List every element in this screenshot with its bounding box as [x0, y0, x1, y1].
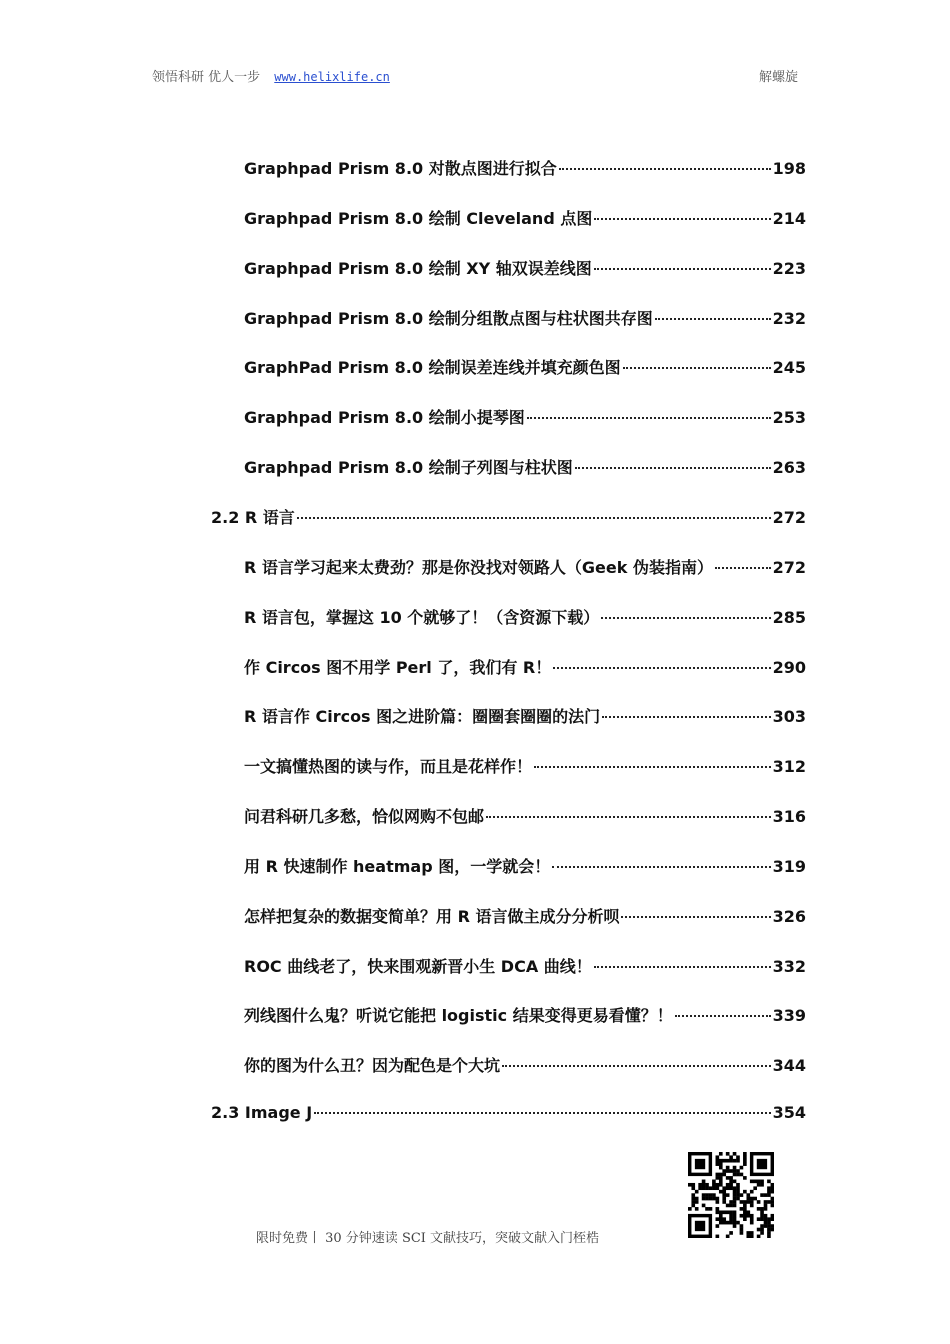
header-slogan: 领悟科研 优人一步 [152, 70, 261, 85]
toc-dot-leader [575, 467, 771, 469]
toc-entry[interactable] [244, 605, 806, 629]
toc-entry[interactable] [244, 1053, 806, 1077]
page-header [152, 66, 798, 88]
toc-entry[interactable] [244, 704, 806, 728]
toc-entry-page-number: 245 [772, 358, 806, 378]
footer-promo-text[interactable]: 限时免费丨 30 分钟速读 SCI 文献技巧，突破文献入门桎梏 [256, 1231, 600, 1246]
qr-code-graphic [688, 1152, 774, 1238]
toc-entry[interactable] [211, 505, 806, 529]
toc-dot-leader [527, 417, 771, 419]
toc-entry[interactable] [244, 804, 806, 828]
toc-entry-title: Graphpad Prism 8.0 绘制子列图与柱状图 [244, 458, 573, 478]
toc-entry-title: 怎样把复杂的数据变简单？用 R 语言做主成分分析呗 [244, 906, 620, 926]
toc-entry-title: Graphpad Prism 8.0 对散点图进行拟合 [244, 159, 557, 178]
toc-dot-leader [675, 1015, 771, 1017]
toc-entry[interactable] [244, 754, 806, 778]
toc-entry-page-number: 339 [772, 1006, 806, 1026]
toc-entry-page-number: 354 [772, 1103, 806, 1123]
toc-entry[interactable] [244, 355, 806, 379]
toc-dot-leader [602, 716, 770, 718]
toc-entry[interactable] [244, 156, 806, 180]
toc-entry-title: GraphPad Prism 8.0 绘制误差连线并填充颜色图 [244, 358, 621, 378]
qr-code-icon [688, 1152, 774, 1238]
toc-dot-leader [486, 816, 771, 818]
toc-dot-leader [623, 367, 771, 369]
toc-entry[interactable] [244, 405, 806, 429]
toc-dot-leader [601, 617, 770, 619]
toc-entry-page-number: 285 [772, 607, 806, 627]
toc-entry[interactable] [211, 1103, 806, 1127]
toc-entry[interactable] [244, 555, 806, 579]
toc-entry[interactable] [244, 206, 806, 230]
header-left [152, 66, 390, 85]
toc-entry-title: R 语言学习起来太费劲？那是你没找对领路人（Geek 伪装指南） [244, 557, 713, 577]
toc-entry-page-number: 290 [772, 657, 806, 677]
toc-entry-title: Graphpad Prism 8.0 绘制小提琴图 [244, 408, 525, 428]
toc-dot-leader [594, 966, 771, 968]
toc-entry[interactable] [244, 1003, 806, 1027]
toc-entry-title: R 语言作 Circos 图之进阶篇：圈圈套圈圈的法门 [244, 707, 601, 727]
toc-entry-title: Graphpad Prism 8.0 绘制分组散点图与柱状图共存图 [244, 308, 653, 328]
toc-entry-page-number: 332 [772, 956, 806, 976]
header-website-link[interactable]: www.helixlife.cn [274, 70, 390, 84]
toc-entry-page-number: 319 [772, 856, 806, 876]
toc-entry-page-number: 272 [772, 557, 806, 577]
toc-dot-leader [297, 517, 771, 519]
toc-entry[interactable] [244, 655, 806, 679]
toc-dot-leader [594, 218, 770, 220]
toc-entry[interactable] [244, 455, 806, 479]
toc-dot-leader [534, 766, 771, 768]
toc-entry-page-number: 253 [772, 408, 806, 428]
toc-dot-leader [552, 866, 770, 868]
toc-dot-leader [715, 567, 771, 569]
toc-dot-leader [594, 268, 771, 270]
toc-entry-title: Graphpad Prism 8.0 绘制 XY 轴双误差线图 [244, 258, 592, 278]
toc-dot-leader [553, 667, 770, 669]
toc-entry-page-number: 312 [772, 757, 806, 777]
toc-dot-leader [621, 916, 770, 918]
toc-entry-title: R 语言包，掌握这 10 个就够了！（含资源下载） [244, 607, 600, 627]
toc-entry-page-number: 214 [772, 208, 806, 228]
toc-entry-page-number: 344 [772, 1056, 806, 1076]
toc-dot-leader [559, 168, 771, 170]
toc-entry-page-number: 263 [772, 458, 806, 478]
toc-entry[interactable] [244, 904, 806, 928]
toc-entry-title: 问君科研几多愁，恰似网购不包邮 [244, 807, 485, 827]
toc-entry[interactable] [244, 954, 806, 978]
toc-entry[interactable] [244, 256, 806, 280]
toc-entry-page-number: 272 [772, 507, 806, 527]
toc-entry-title: 一文搞懂热图的读与作，而且是花样作！ [244, 757, 533, 777]
toc-entry-title: ROC 曲线老了，快来围观新晋小生 DCA 曲线！ [244, 956, 592, 976]
toc-dot-leader [655, 318, 771, 320]
toc-entry-page-number: 303 [772, 707, 806, 727]
toc-entry[interactable] [244, 306, 806, 330]
toc-entry-page-number: 232 [772, 308, 806, 328]
toc-entry-page-number: 326 [772, 906, 806, 926]
toc-dot-leader [314, 1112, 770, 1114]
header-brand: 解螺旋 [758, 70, 798, 85]
toc-entry-title: 2.3 Image J [211, 1103, 313, 1123]
toc-entry-title: 列线图什么鬼？听说它能把 logistic 结果变得更易看懂？！ [244, 1006, 673, 1026]
toc-entry-page-number: 316 [772, 807, 806, 827]
toc-entry-title: 2.2 R 语言 [211, 507, 295, 527]
toc-entry-title: 作 Circos 图不用学 Perl 了，我们有 R！ [244, 657, 552, 677]
toc-entry-title: 用 R 快速制作 heatmap 图，一学就会！ [244, 856, 551, 876]
toc-entry-page-number: 223 [772, 258, 806, 278]
toc-entry[interactable] [244, 854, 806, 878]
toc-entry-title: Graphpad Prism 8.0 绘制 Cleveland 点图 [244, 208, 593, 228]
toc-entry-title: 你的图为什么丑？因为配色是个大坑 [244, 1056, 501, 1076]
toc-dot-leader [502, 1065, 771, 1067]
toc-entry-page-number: 198 [772, 159, 806, 178]
